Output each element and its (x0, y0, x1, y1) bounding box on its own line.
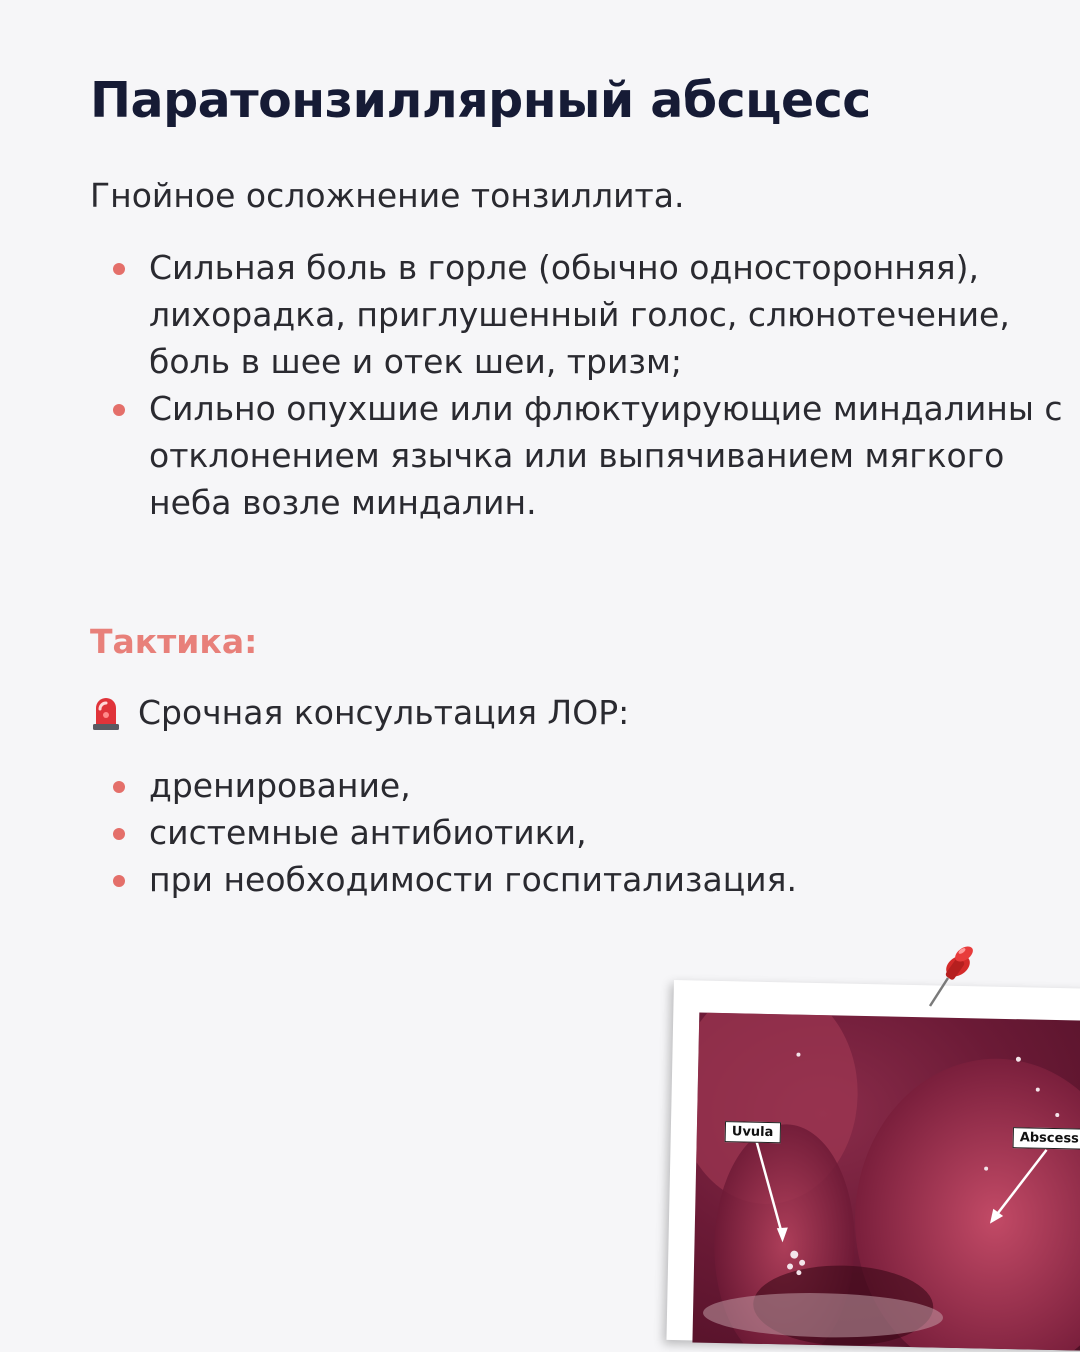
list-item-text: дренирование, (149, 766, 411, 805)
list-item-text: при необходимости госпитализация. (149, 860, 797, 899)
list-item (0, 762, 797, 809)
uvula-label: Uvula (725, 1121, 781, 1143)
pushpin-icon (920, 940, 980, 1010)
rotating-light-icon (90, 695, 122, 731)
list-item (0, 809, 797, 856)
list-item (0, 856, 797, 903)
actions-list (0, 762, 797, 903)
page-title: Паратонзиллярный абсцесс (90, 72, 871, 129)
list-item-text: Сильная боль в горле (обычно односторонняя), лихорадка, приглушенный голос, слюнотечение, боль в шее и отек шеи, тризм; (149, 248, 1010, 381)
list-item-text: системные антибиотики, (149, 813, 587, 852)
list-item (0, 244, 1080, 385)
bullet-dot (113, 781, 125, 793)
throat-photo (692, 1013, 1080, 1352)
intro-text: Гнойное осложнение тонзиллита. (90, 176, 685, 215)
bullet-dot (113, 404, 125, 416)
list-item-text: Сильно опухшие или флюктуирующие миндалины с отклонением язычка или выпячиванием мягкого неба возле миндалин. (149, 389, 1063, 522)
bullet-dot (113, 875, 125, 887)
consult-text: Срочная консультация ЛОР: (138, 693, 630, 732)
pinned-photo (666, 980, 1080, 1350)
throat-illustration (692, 1013, 1080, 1352)
list-item (0, 385, 1080, 526)
tactics-heading: Тактика: (90, 622, 258, 661)
bullet-dot (113, 263, 125, 275)
symptoms-list (0, 244, 1080, 526)
bullet-dot (113, 828, 125, 840)
abscess-label: Abscess (1013, 1127, 1080, 1150)
consult-line (90, 693, 629, 732)
